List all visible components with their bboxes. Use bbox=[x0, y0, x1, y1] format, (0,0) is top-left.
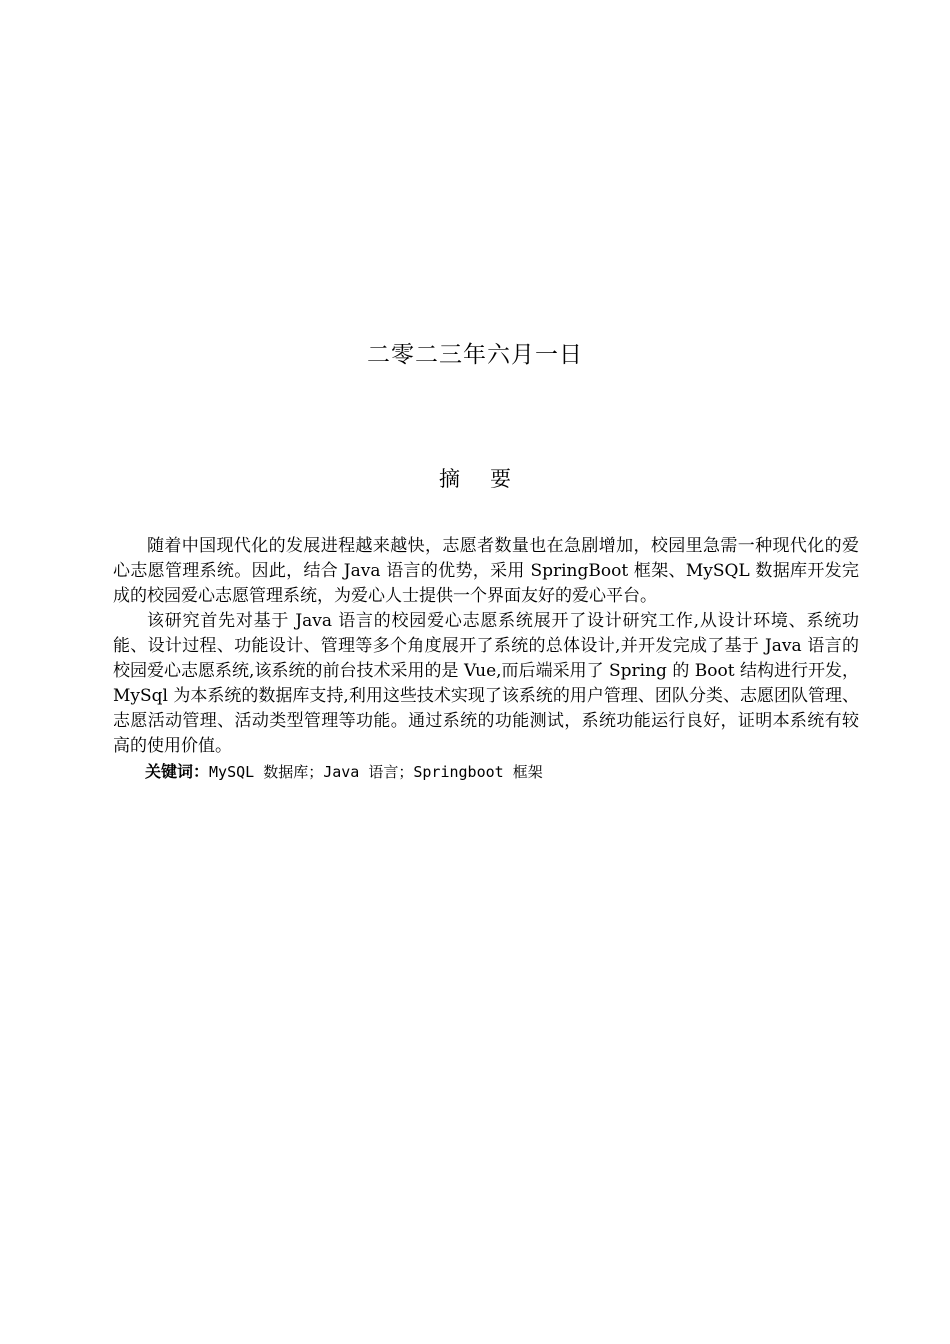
keywords-line bbox=[113, 759, 859, 785]
abstract-heading-char-2: 要 bbox=[490, 467, 511, 491]
abstract-body bbox=[113, 534, 859, 785]
keywords-text: MySQL 数据库；Java 语言；Springboot 框架 bbox=[209, 763, 543, 781]
abstract-heading bbox=[0, 463, 950, 493]
keywords-label: 关键词： bbox=[145, 762, 210, 781]
abstract-heading-char-1: 摘 bbox=[439, 467, 460, 491]
abstract-paragraph-2: 该研究首先对基于 Java 语言的校园爱心志愿系统展开了设计研究工作,从设计环境、系统功能、设计过程、功能设计、管理等多个角度展开了系统的总体设计,并开发完成了基于 Java 语言的校园爱心志愿系统,该系统的前台技术采用的是 Vue,而后端采用了 Spring 的 Boot 结构进行开发，MySql 为本系统的数据库支持,利用这些技术实现了该系统的用户管理、团队分类、志愿团队管理、志愿活动管理、活动类型管理等功能。通过系统的功能测试，系统功能运行良好，证明本系统有较高的使用价值。 bbox=[113, 611, 859, 756]
cover-date: 二零二三年六月一日 bbox=[367, 342, 583, 368]
abstract-paragraph-1: 随着中国现代化的发展进程越来越快，志愿者数量也在急剧增加，校园里急需一种现代化的爱心志愿管理系统。因此，结合 Java 语言的优势，采用 SpringBoot 框架、MySQL 数据库开发完成的校园爱心志愿管理系统，为爱心人士提供一个界面友好的爱心平台。 bbox=[113, 536, 859, 606]
